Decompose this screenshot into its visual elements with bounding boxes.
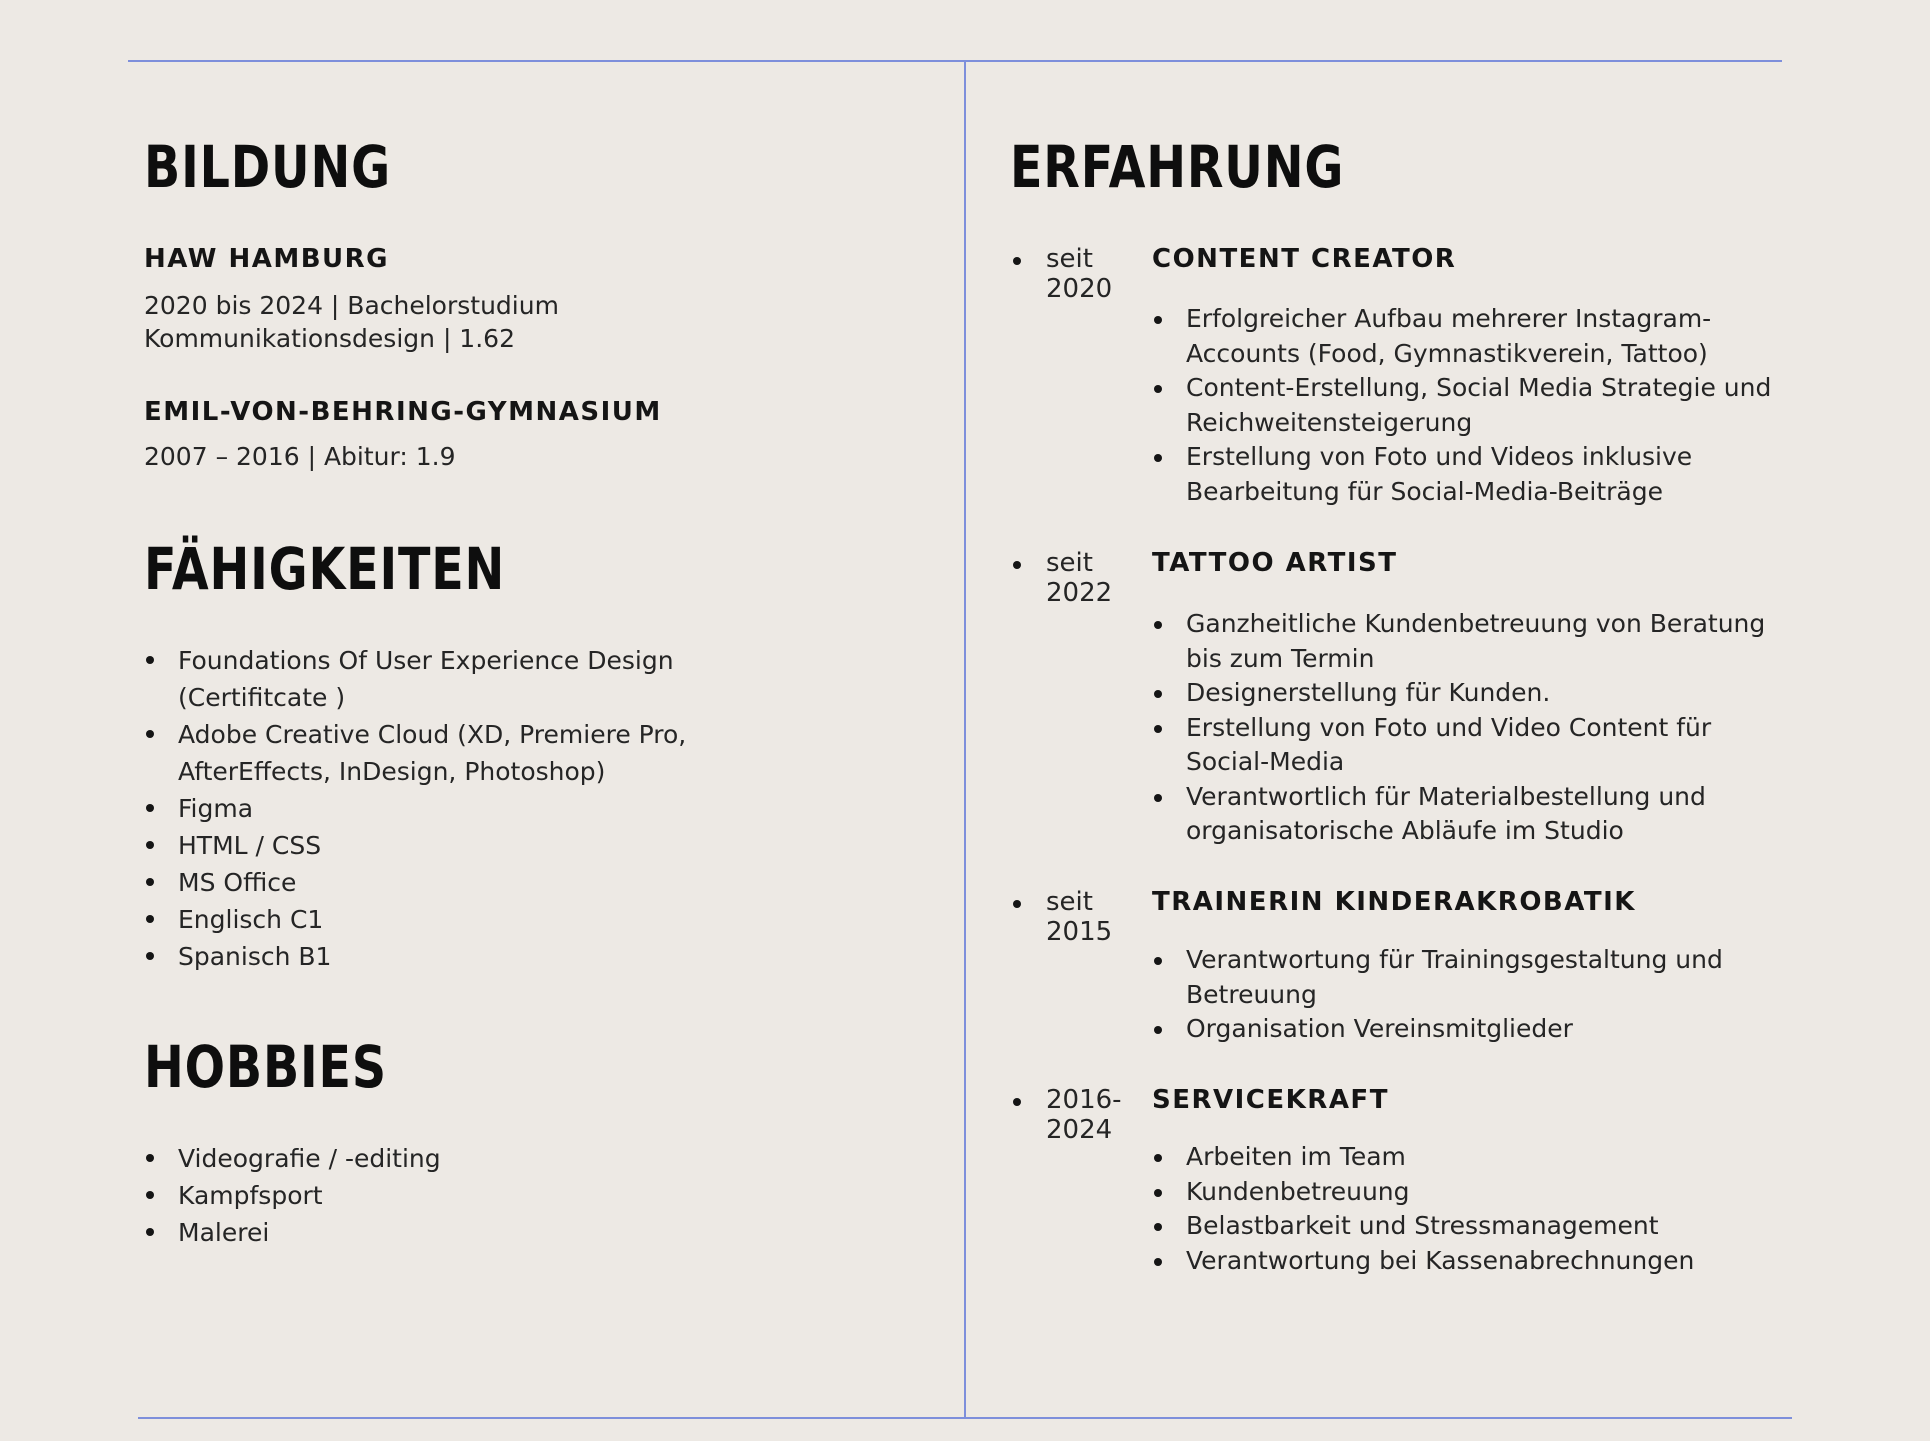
hobbies-list	[144, 1140, 744, 1251]
job-title-content-creator: CONTENT CREATOR	[1152, 244, 1457, 274]
skill-item: MS Office	[144, 864, 744, 901]
job-items-trainerin	[1152, 943, 1792, 1047]
job-item: Kundenbetreuung	[1152, 1175, 1792, 1210]
skill-item: Spanisch B1	[144, 938, 744, 975]
column-divider	[964, 62, 966, 1417]
job-item: Arbeiten im Team	[1152, 1140, 1792, 1175]
job-date-servicekraft	[1010, 1085, 1166, 1145]
job-item: Designerstellung für Kunden.	[1152, 676, 1792, 711]
faehigkeiten-heading: FÄHIGKEITEN	[144, 535, 506, 603]
job-item: Belastbarkeit und Stressmanagement	[1152, 1209, 1792, 1244]
skill-item: Englisch C1	[144, 901, 744, 938]
hobbies-heading: HOBBIES	[144, 1033, 387, 1101]
bottom-divider	[138, 1417, 1792, 1419]
job-item: Verantwortung für Trainingsgestaltung und Betreuung	[1152, 943, 1792, 1012]
job-item: Verantwortung bei Kassenabrechnungen	[1152, 1244, 1792, 1279]
hobby-item: Videografie / -editing	[144, 1140, 744, 1177]
job-items-servicekraft	[1152, 1140, 1792, 1278]
job-date-line: seit	[1046, 548, 1093, 578]
job-date-tattoo-artist	[1010, 548, 1166, 608]
job-item: Ganzheitliche Kundenbetreuung von Beratung bis zum Termin	[1152, 607, 1792, 676]
job-date-line: 2022	[1046, 578, 1113, 608]
job-date-line: 2024	[1046, 1115, 1113, 1145]
education-title-gymnasium: EMIL-VON-BEHRING-GYMNASIUM	[144, 397, 662, 427]
skill-item: HTML / CSS	[144, 827, 744, 864]
job-items-tattoo-artist	[1152, 607, 1792, 849]
skills-list	[144, 642, 744, 975]
bildung-heading: BILDUNG	[144, 133, 391, 201]
job-date-line: 2016-	[1046, 1085, 1122, 1115]
job-item: Verantwortlich für Materialbestellung und organisatorische Abläufe im Studio	[1152, 780, 1792, 849]
job-date-content-creator	[1010, 244, 1166, 304]
education-title-haw: HAW HAMBURG	[144, 244, 389, 274]
job-item: Content-Erstellung, Social Media Strategie und Reichweitensteigerung	[1152, 371, 1792, 440]
top-divider	[128, 60, 1782, 62]
education-details-gymnasium	[144, 440, 904, 473]
education-line: 2007 – 2016 | Abitur: 1.9	[144, 442, 456, 471]
hobby-item: Kampfsport	[144, 1177, 744, 1214]
job-title-trainerin: TRAINERIN KINDERAKROBATIK	[1152, 887, 1636, 917]
job-date-line: seit	[1046, 244, 1093, 274]
skill-item: Adobe Creative Cloud (XD, Premiere Pro, AfterEffects, InDesign, Photoshop)	[144, 716, 744, 790]
job-date-line: 2015	[1046, 917, 1113, 947]
skill-item: Figma	[144, 790, 744, 827]
education-line: 2020 bis 2024 | Bachelorstudium	[144, 291, 559, 320]
job-date-line: seit	[1046, 887, 1093, 917]
job-item: Erfolgreicher Aufbau mehrerer Instagram-Accounts (Food, Gymnastikverein, Tattoo)	[1152, 302, 1792, 371]
job-item: Erstellung von Foto und Videos inklusive Bearbeitung für Social-Media-Beiträge	[1152, 440, 1792, 509]
education-details-haw	[144, 289, 904, 355]
skill-item: Foundations Of User Experience Design (Certifitcate )	[144, 642, 744, 716]
job-date-trainerin	[1010, 887, 1166, 947]
job-items-content-creator	[1152, 302, 1792, 509]
job-title-servicekraft: SERVICEKRAFT	[1152, 1085, 1389, 1115]
job-date-line: 2020	[1046, 274, 1113, 304]
job-item: Organisation Vereinsmitglieder	[1152, 1012, 1792, 1047]
job-title-tattoo-artist: TATTOO ARTIST	[1152, 548, 1398, 578]
erfahrung-heading: ERFAHRUNG	[1010, 133, 1345, 201]
education-line: Kommunikationsdesign | 1.62	[144, 324, 515, 353]
hobby-item: Malerei	[144, 1214, 744, 1251]
job-item: Erstellung von Foto und Video Content für Social-Media	[1152, 711, 1792, 780]
